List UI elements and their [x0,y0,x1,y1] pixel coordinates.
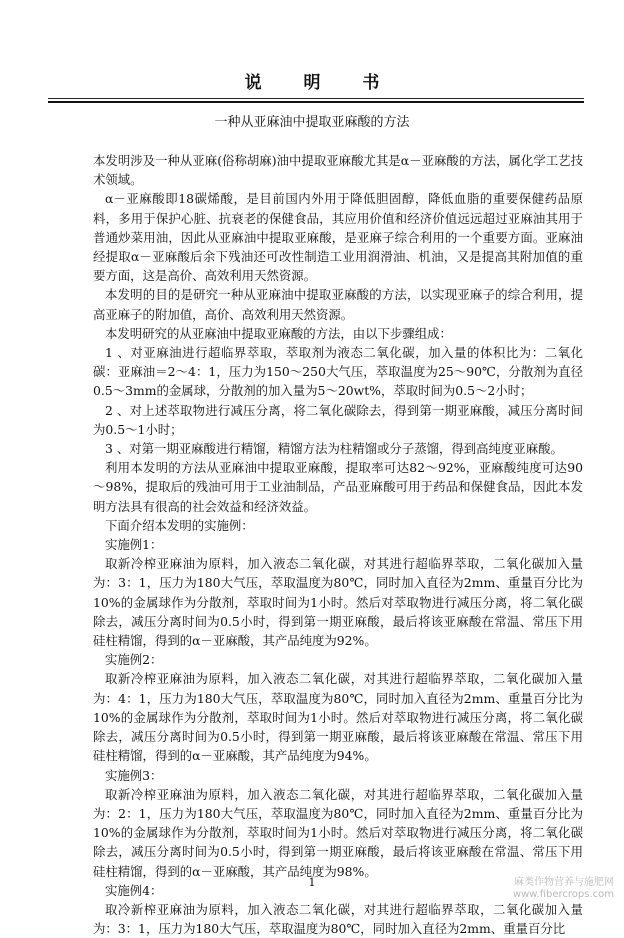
example-4-text: 取冷新榨亚麻油为原料，加入液态二氧化碳，对其进行超临界萃取，二氧化碳加入量为：3：1，压力为180大气压，萃取温度为80℃，同时加入直径为2mm、重量百分比 [93,901,583,937]
paragraph-background: α－亚麻酸即18碳烯酸，是目前国内外用于降低胆固醇，降低血脂的重要保健药品原料，多用于保护心脏、抗衰老的保健食品，其应用价值和经济价值远远超过亚麻油其用于普通炒菜用油，因此从亚麻油中提取亚麻酸，是亚麻子综合利用的一个重要方面。亚麻油经提取α－亚麻酸后余下残油还可改性制造工业用润滑油、机油，又是提高其附加值的重要方面，这是高价、高效利用天然资源。 [93,191,583,284]
example-1-text: 取新冷榨亚麻油为原料，加入液态二氧化碳，对其进行超临界萃取，二氧化碳加入量为：3：1，压力为180大气压，萃取温度为80℃，同时加入直径为2mm、重量百分比为10%的金属球作为分散剂，萃取时间为1小时。然后对萃取物进行减压分离，将二氧化碳除去，减压分离时间为0.5小时，得到第一期亚麻酸，最后将该亚麻酸在常温、常压下用硅柱精馏，得到的α－亚麻酸，其产品纯度为92%。 [93,556,583,649]
title-rule-thin [48,98,584,99]
paragraph-method-intro: 本发明研究的从亚麻油中提取亚麻酸的方法，由以下步骤组成： [105,325,452,341]
example-4-heading: 实施例4： [105,882,163,898]
example-2-heading: 实施例2： [105,652,163,668]
page-title: 说 明 书 [244,73,398,93]
paragraph-intro: 本发明涉及一种从亚麻(俗称胡麻)油中提取亚麻酸尤其是α－亚麻酸的方法，属化学工艺技术领域。 [93,153,583,188]
watermark-site-url: www.fibercrops.com [512,889,614,900]
paragraph-step-3: 3 、对第一期亚麻酸进行精馏，精馏方法为柱精馏或分子蒸馏，得到高纯度亚麻酸。 [105,441,563,457]
paragraph-objective: 本发明的目的是研究一种从亚麻油中提取亚麻酸的方法，以实现亚麻子的综合利用，提高亚麻子的附加值，高价、高效利用天然资源。 [93,287,583,322]
paragraph-step-1: 1 、对亚麻油进行超临界萃取，萃取剂为液态二氧化碳，加入量的体积比为：二氧化碳：亚麻油＝2～4：1，压力为150～250大气压，萃取温度为25～90℃，分散剂为直径0.5～3mm的金属球，分散剂的加入量为5～20wt%，萃取时间为0.5～2小时； [93,345,583,399]
document-body [93,151,583,938]
title-rule-thick [48,101,584,103]
paragraph-benefits: 利用本发明的方法从亚麻油中提取亚麻酸，提取率可达82～92%，亚麻酸纯度可达90～98%，提取后的残油可用于工业油制品，产品亚麻酸可用于药品和保健食品，因此本发明方法具有很高的社会效益和经济效益。 [93,460,583,514]
example-2-text: 取新冷榨亚麻油为原料，加入液态二氧化碳，对其进行超临界萃取，二氧化碳加入量为：4：1，压力为180大气压，萃取温度为80℃，同时加入直径为2mm、重量百分比为10%的金属球作为分散剂，萃取时间为1小时。然后对萃取物进行减压分离，将二氧化碳除去，减压分离时间为0.5小时，得到第一期亚麻酸，最后将该亚麻酸在常温、常压下用硅柱精馏，得到的α－亚麻酸，其产品纯度为94%。 [93,671,583,764]
example-1-heading: 实施例1： [105,537,163,553]
page-number: 1 [308,876,316,889]
document-subtitle: 一种从亚麻油中提取亚麻酸的方法 [214,115,410,130]
paragraph-step-2: 2 、对上述萃取物进行减压分离，将二氧化碳除去，得到第一期亚麻酸，减压分离时间为0.5～1小时； [93,402,583,437]
example-3-heading: 实施例3： [105,767,163,783]
site-watermark [513,877,614,901]
watermark-site-name: 麻类作物营养与施肥网 [514,877,614,888]
paragraph-examples-intro: 下面介绍本发明的实施例： [105,517,254,533]
example-3-text: 取新冷榨亚麻油为原料，加入液态二氧化碳，对其进行超临界萃取，二氧化碳加入量为：2：1，压力为180大气压，萃取温度为80℃，同时加入直径为2mm、重量百分比为10%的金属球作为分散剂，萃取时间为1小时。然后对萃取物进行减压分离，将二氧化碳除去，减压分离时间为0.5小时，得到第一期亚麻酸，最后将该亚麻酸在常温、常压下用硅柱精馏，得到的α－亚麻酸，其产品纯度为98%。 [93,786,583,879]
